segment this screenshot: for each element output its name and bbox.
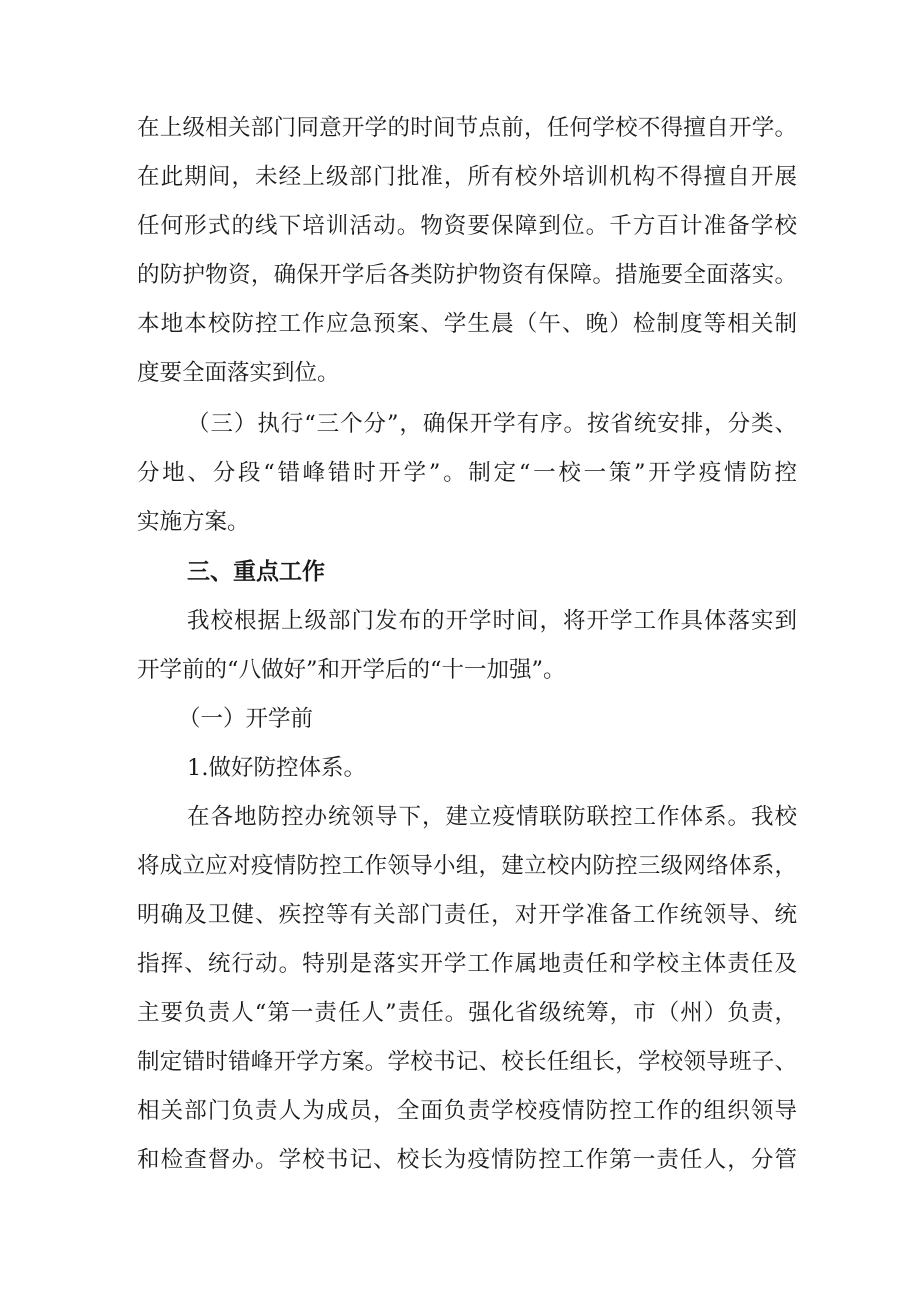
para4-line-8: 和检查督办。学校书记、校长为疫情防控工作第一责任人，分管 <box>137 1147 797 1173</box>
para2-line-2: 分地、分段“错峰错时开学”。制定“一校一策”开学疫情防控 <box>137 460 797 486</box>
para4-line-2: 将成立应对疫情防控工作领导小组，建立校内防控三级网络体系， <box>137 853 797 879</box>
para1-line-6: 度要全面落实到位。 <box>137 360 340 386</box>
para1-line-3: 任何形式的线下培训活动。物资要保障到位。千方百计准备学校 <box>137 213 797 239</box>
para1-line-2: 在此期间，未经上级部门批准，所有校外培训机构不得擅自开展 <box>137 164 797 190</box>
para4-line-5: 主要负责人“第一责任人”责任。强化省级统筹，市（州）负责， <box>137 1000 797 1026</box>
para2-line-3: 实施方案。 <box>137 509 250 535</box>
section-heading: 三、重点工作 <box>187 559 325 585</box>
para4-line-6: 制定错时错峰开学方案。学校书记、校长任组长，学校领导班子、 <box>137 1049 797 1075</box>
para4-line-4: 指挥、统行动。特别是落实开学工作属地责任和学校主体责任及 <box>137 951 797 977</box>
para4-line-7: 相关部门负责人为成员，全面负责学校疫情防控工作的组织领导 <box>137 1098 797 1124</box>
para1-line-1: 在上级相关部门同意开学的时间节点前，任何学校不得擅自开学。 <box>137 115 797 141</box>
para2-line-1: （三）执行“三个分”，确保开学有序。按省统安排，分类、 <box>187 411 797 437</box>
para1-line-4: 的防护物资，确保开学后各类防护物资有保障。措施要全面落实。 <box>137 262 797 288</box>
para1-line-5: 本地本校防控工作应急预案、学生晨（午、晚）检制度等相关制 <box>137 311 797 337</box>
subheading: （一）开学前 <box>178 706 314 732</box>
para3-line-2: 开学前的“八做好”和开学后的“十一加强”。 <box>137 657 566 683</box>
para3-line-1: 我校根据上级部门发布的开学时间，将开学工作具体落实到 <box>187 608 797 634</box>
para4-line-1: 在各地防控办统领导下，建立疫情联防联控工作体系。我校 <box>187 804 797 830</box>
para4-line-3: 明确及卫健、疾控等有关部门责任，对开学准备工作统领导、统 <box>137 902 797 928</box>
item-1-title: 1.做好防控体系。 <box>187 755 366 781</box>
